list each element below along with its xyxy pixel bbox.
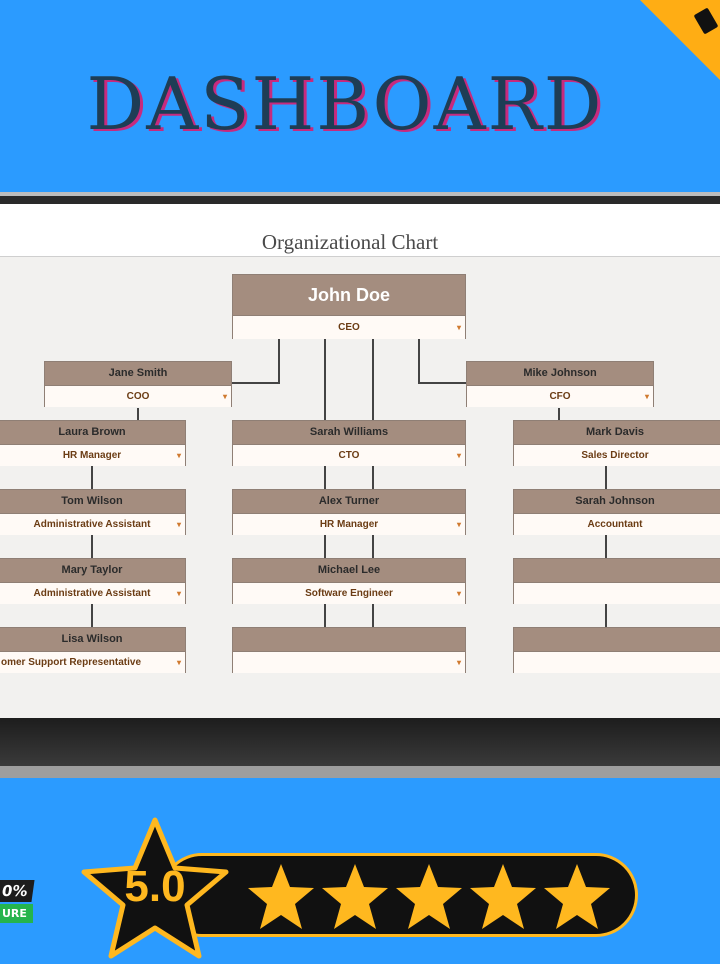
role-select[interactable]: Administrative Assistant ▾ bbox=[0, 514, 185, 535]
dropdown-arrow-icon: ▾ bbox=[456, 589, 461, 598]
org-node[interactable] bbox=[232, 489, 466, 535]
node-name: Mark Davis bbox=[514, 421, 720, 445]
star-icon bbox=[468, 862, 538, 932]
dropdown-arrow-icon: ▾ bbox=[456, 323, 461, 332]
node-name: Mike Johnson bbox=[467, 362, 653, 386]
dropdown-arrow-icon: ▾ bbox=[176, 451, 181, 460]
node-name: Jane Smith bbox=[45, 362, 231, 386]
role-select[interactable]: Sales Director bbox=[514, 445, 720, 466]
role-select[interactable]: HR Manager ▾ bbox=[0, 445, 185, 466]
role-select[interactable] bbox=[514, 652, 720, 673]
chart-title: Organizational Chart bbox=[261, 230, 439, 254]
role-select[interactable]: CEO ▾ bbox=[233, 316, 465, 339]
star-icon bbox=[394, 862, 464, 932]
node-name: Mary Taylor bbox=[0, 559, 185, 583]
org-node-cfo[interactable] bbox=[466, 361, 654, 407]
role-select[interactable]: omer Support Representative ▾ bbox=[0, 652, 185, 673]
org-node[interactable] bbox=[513, 558, 720, 604]
dropdown-arrow-icon: ▾ bbox=[456, 520, 461, 529]
laptop-screen bbox=[0, 204, 720, 718]
role-select[interactable]: CTO ▾ bbox=[233, 445, 465, 466]
role-select[interactable]: Administrative Assistant ▾ bbox=[0, 583, 185, 604]
dropdown-arrow-icon: ▾ bbox=[456, 451, 461, 460]
node-name: John Doe bbox=[233, 275, 465, 316]
laptop-bezel bbox=[0, 192, 720, 196]
laptop-base bbox=[0, 766, 720, 778]
node-name bbox=[514, 559, 720, 583]
node-name: Sarah Johnson bbox=[514, 490, 720, 514]
node-name: Lisa Wilson bbox=[0, 628, 185, 652]
node-name: Sarah Williams bbox=[233, 421, 465, 445]
role-select[interactable]: Software Engineer ▾ bbox=[233, 583, 465, 604]
laptop-keyboard bbox=[0, 718, 720, 766]
org-node[interactable] bbox=[232, 627, 466, 673]
org-node[interactable] bbox=[513, 627, 720, 673]
chart-header bbox=[0, 204, 720, 257]
org-node[interactable] bbox=[513, 489, 720, 535]
org-node[interactable] bbox=[232, 420, 466, 466]
org-node-coo[interactable] bbox=[44, 361, 232, 407]
dropdown-arrow-icon: ▾ bbox=[456, 658, 461, 667]
role-select[interactable] bbox=[233, 652, 465, 673]
star-icon bbox=[246, 862, 316, 932]
node-name: Michael Lee bbox=[233, 559, 465, 583]
guarantee-badge bbox=[0, 868, 40, 934]
role-select[interactable] bbox=[514, 583, 720, 604]
role-select[interactable]: HR Manager ▾ bbox=[233, 514, 465, 535]
dropdown-arrow-icon: ▾ bbox=[644, 392, 649, 401]
org-node[interactable] bbox=[0, 558, 186, 604]
star-icon bbox=[320, 862, 390, 932]
role-select[interactable]: CFO ▾ bbox=[467, 386, 653, 407]
node-name: Tom Wilson bbox=[0, 490, 185, 514]
node-name bbox=[233, 628, 465, 652]
org-node[interactable] bbox=[513, 420, 720, 466]
page-title: DASHBOARD bbox=[86, 62, 604, 146]
rating-star-badge bbox=[80, 816, 230, 960]
laptop-mockup bbox=[0, 192, 720, 778]
org-node-ceo[interactable] bbox=[232, 274, 466, 339]
node-name: Laura Brown bbox=[0, 421, 185, 445]
org-node[interactable] bbox=[232, 558, 466, 604]
badge-top-text: 0% bbox=[0, 880, 35, 902]
rating-score: 5.0 bbox=[124, 862, 186, 911]
org-node[interactable] bbox=[0, 489, 186, 535]
node-name bbox=[514, 628, 720, 652]
dropdown-arrow-icon: ▾ bbox=[176, 658, 181, 667]
role-select[interactable]: COO ▾ bbox=[45, 386, 231, 407]
star-row bbox=[246, 862, 626, 932]
dropdown-arrow-icon: ▾ bbox=[176, 520, 181, 529]
star-icon bbox=[542, 862, 612, 932]
dropdown-arrow-icon: ▾ bbox=[176, 589, 181, 598]
badge-bottom-text: URE bbox=[0, 904, 33, 923]
node-name: Alex Turner bbox=[233, 490, 465, 514]
role-select[interactable]: Accountant bbox=[514, 514, 720, 535]
org-node[interactable] bbox=[0, 420, 186, 466]
org-node[interactable] bbox=[0, 627, 186, 673]
dropdown-arrow-icon: ▾ bbox=[222, 392, 227, 401]
